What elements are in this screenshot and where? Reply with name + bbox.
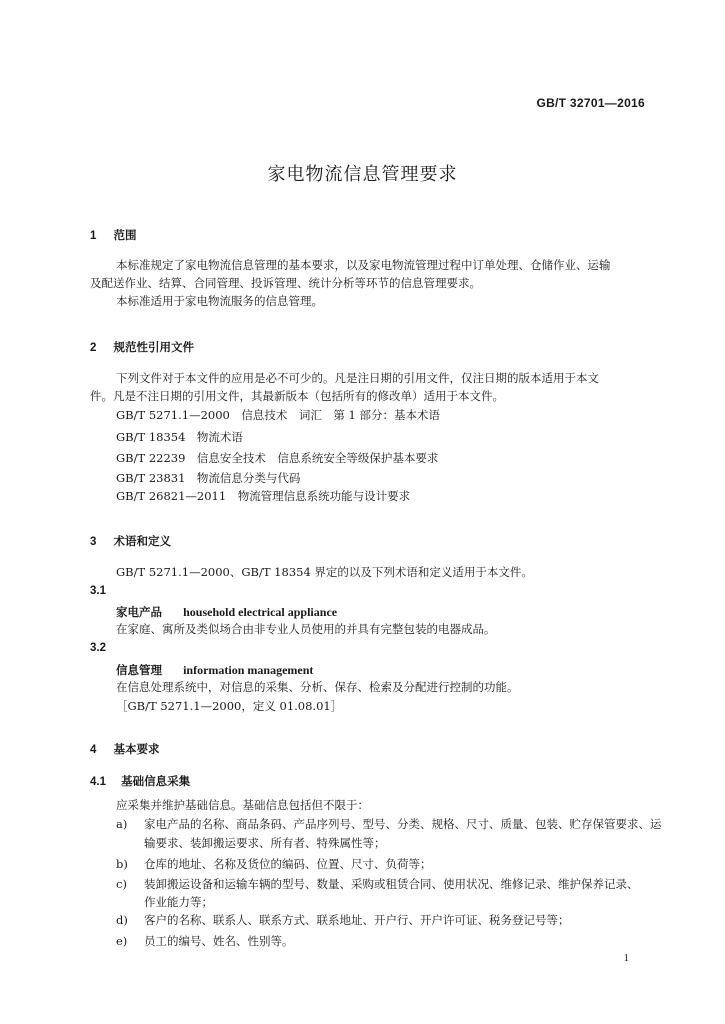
list-text: 员工的编号、姓名、性别等。: [144, 934, 294, 948]
term-heading: [116, 601, 337, 620]
section-title: 范围: [113, 228, 137, 242]
list-label: a): [116, 817, 128, 831]
list-label: e): [116, 934, 128, 948]
paragraph: 应采集并维护基础信息。基础信息包括但不限于：: [116, 798, 369, 812]
list-label: c): [116, 877, 127, 891]
section-2-heading: [90, 336, 194, 355]
list-text: 家电产品的名称、商品条码、产品序列号、型号、分类、规格、尺寸、质量、包装、贮存保管要求、运: [144, 817, 662, 831]
section-number: 3: [90, 536, 97, 548]
reference-item: GB/T 23831 物流信息分类与代码: [116, 471, 301, 485]
paragraph-continued: 及配送作业、结算、合同管理、投诉管理、统计分析等环节的信息管理要求。: [90, 276, 481, 290]
paragraph-continued: 件。凡是不注日期的引用文件，其最新版本（包括所有的修改单）适用于本文件。: [90, 389, 504, 403]
subsection-title: 基础信息采集: [121, 774, 191, 788]
reference-item: GB/T 18354 物流术语: [116, 430, 243, 444]
section-number: 2: [90, 342, 97, 354]
list-item: [116, 911, 570, 929]
list-item-continued: 作业能力等；: [144, 895, 213, 909]
section-title: 基本要求: [113, 742, 160, 756]
reference-item: GB/T 22239 信息安全技术 信息系统安全等级保护基本要求: [116, 451, 439, 465]
list-item: [116, 932, 294, 950]
term-number: 3.2: [90, 642, 106, 654]
list-text: 客户的名称、联系人、联系方式、联系地址、开户行、开户许可证、税务登记号等；: [144, 913, 570, 927]
paragraph: 本标准适用于家电物流服务的信息管理。: [116, 294, 323, 308]
standard-code: GB/T 32701—2016: [536, 96, 645, 110]
section-3-heading: [90, 530, 171, 549]
section-title: 规范性引用文件: [113, 340, 194, 354]
list-item: [116, 815, 662, 833]
term-definition: 在信息处理系统中，对信息的采集、分析、保存、检索及分配进行控制的功能。: [116, 680, 519, 694]
subsection-number: 4.1: [90, 776, 106, 788]
term-heading: [116, 659, 313, 678]
section-number: 1: [90, 230, 97, 242]
document-title: 家电物流信息管理要求: [267, 164, 458, 185]
term-chinese: 信息管理: [116, 663, 162, 677]
term-number: 3.1: [90, 585, 106, 597]
term-chinese: 家电产品: [116, 605, 162, 619]
paragraph: 本标准规定了家电物流信息管理的基本要求，以及家电物流管理过程中订单处理、仓储作业、运输: [116, 258, 611, 272]
list-text: 仓库的地址、名称及货位的编码、位置、尺寸、负荷等；: [144, 857, 432, 871]
list-item-continued: 输要求、装卸搬运要求、所有者、特殊属性等；: [144, 836, 386, 850]
section-4-heading: [90, 738, 160, 757]
subsection-4-1-heading: [90, 770, 190, 789]
reference-item: GB/T 5271.1—2000 信息技术 词汇 第 1 部分：基本术语: [116, 408, 440, 422]
reference-item: GB/T 26821—2011 物流管理信息系统功能与设计要求: [116, 489, 411, 503]
page-number: 1: [623, 952, 629, 964]
list-text: 装卸搬运设备和运输车辆的型号、数量、采购或租赁合同、使用状况、维修记录、维护保养记录、: [144, 877, 639, 891]
section-1-heading: [90, 224, 137, 243]
term-definition: 在家庭、寓所及类似场合由非专业人员使用的并具有完整包装的电器成品。: [116, 622, 496, 636]
list-item: [116, 855, 432, 873]
term-source: ［GB/T 5271.1—2000，定义 01.08.01］: [116, 699, 343, 713]
list-label: d): [116, 913, 128, 927]
section-number: 4: [90, 744, 97, 756]
paragraph: GB/T 5271.1—2000、GB/T 18354 界定的以及下列术语和定义适用于本文件。: [116, 565, 533, 579]
term-english: information management: [183, 663, 314, 677]
section-title: 术语和定义: [113, 534, 171, 548]
term-english: household electrical appliance: [183, 605, 338, 619]
list-label: b): [116, 857, 128, 871]
paragraph: 下列文件对于本文件的应用是必不可少的。凡是注日期的引用文件，仅注日期的版本适用于本文: [116, 371, 599, 385]
list-item: [116, 875, 639, 893]
